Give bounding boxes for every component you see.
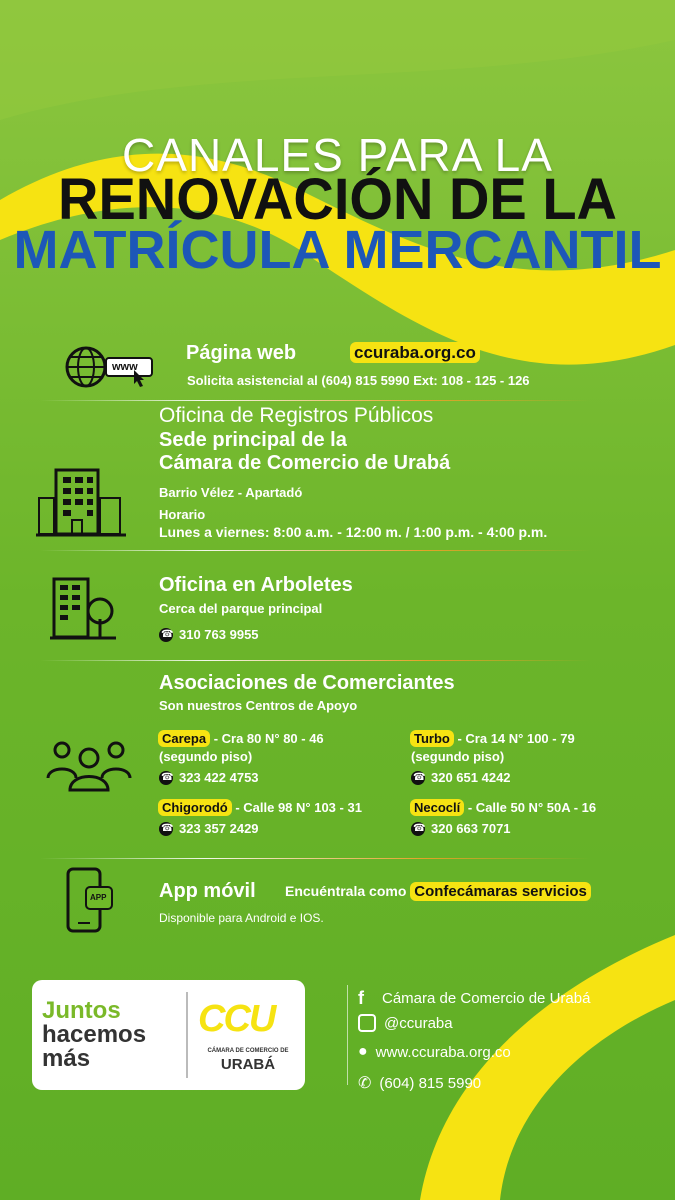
web-note: Solicita asistencial al (604) 815 5990 Ext: 108 - 125 - 126 (187, 373, 530, 388)
divider (40, 858, 590, 859)
people-group-icon (46, 738, 132, 792)
phone-icon (159, 822, 173, 836)
app-find-text: Encuéntrala como (285, 883, 407, 899)
office-line-3: Cámara de Comercio de Urabá (159, 452, 451, 474)
web-url[interactable] (350, 343, 480, 363)
logo-caption: CÁMARA DE COMERCIO DE (207, 1048, 289, 1054)
title-line-2: RENOVACIÓN DE LA (58, 165, 617, 232)
association-extra: (segundo piso) (159, 749, 253, 764)
association-carepa (158, 731, 324, 746)
associations-heading: Asociaciones de Comerciantes (159, 672, 455, 694)
phone-number[interactable]: 320 651 4242 (431, 770, 511, 785)
associations-subheading: Son nuestros Centros de Apoyo (159, 698, 358, 713)
instagram-text[interactable]: @ccuraba (384, 1014, 453, 1032)
phone-text[interactable]: (604) 815 5990 (379, 1074, 482, 1092)
arboletes-location: Cerca del parque principal (159, 601, 323, 616)
phone-number[interactable]: 323 357 2429 (179, 821, 259, 836)
facebook-icon: f (358, 988, 364, 1008)
facebook-link[interactable] (358, 988, 590, 1009)
office-line-2: Sede principal de la (159, 429, 347, 451)
phone-icon (411, 822, 425, 836)
association-necocli (410, 800, 596, 815)
web-heading: Página web (186, 342, 297, 364)
town-label: Turbo (410, 730, 454, 747)
phone-link[interactable] (358, 1073, 481, 1093)
divider (40, 550, 590, 551)
website-link[interactable] (358, 1043, 511, 1061)
title-line-3: MATRÍCULA MERCANTIL (13, 220, 662, 280)
office-hours-label: Horario (159, 507, 206, 522)
association-chigorodo (158, 800, 362, 815)
phone-icon: ✆ (358, 1075, 372, 1092)
ccu-logo (198, 998, 274, 1041)
town-label: Carepa (158, 730, 210, 747)
association-phone[interactable] (159, 821, 259, 836)
phone-icon (159, 628, 173, 642)
slogan-line-2: hacemos (42, 1021, 147, 1048)
divider (186, 992, 188, 1078)
phone-number[interactable]: 320 663 7071 (431, 821, 511, 836)
globe-icon: ● (358, 1043, 368, 1060)
divider (40, 660, 590, 661)
association-address: - Calle 98 N° 103 - 31 (231, 800, 362, 815)
association-address: - Calle 50 N° 50A - 16 (464, 800, 597, 815)
phone-icon (159, 771, 173, 785)
facebook-text[interactable]: Cámara de Comercio de Urabá (382, 990, 591, 1007)
website-text[interactable]: www.ccuraba.org.co (375, 1043, 511, 1061)
instagram-icon (358, 1014, 376, 1032)
divider (347, 985, 348, 1085)
web-url-text[interactable]: ccuraba.org.co (350, 342, 480, 363)
town-label: Necoclí (410, 799, 464, 816)
phone-icon (411, 771, 425, 785)
instagram-link[interactable] (358, 1014, 453, 1032)
arboletes-phone-number[interactable]: 310 763 9955 (179, 627, 259, 642)
app-heading: App móvil (159, 880, 256, 902)
arboletes-phone[interactable] (159, 627, 259, 642)
app-name[interactable]: Confecámaras servicios (410, 882, 591, 901)
building-icon (36, 468, 126, 538)
association-turbo (410, 731, 575, 746)
arboletes-heading: Oficina en Arboletes (159, 574, 353, 596)
association-address: - Cra 14 N° 100 - 79 (453, 731, 575, 746)
slogan-line-1: Juntos (42, 997, 121, 1024)
logo-region: URABÁ (220, 1056, 276, 1073)
www-label: www (112, 361, 138, 373)
phone-number[interactable]: 323 422 4753 (179, 770, 259, 785)
app-find (285, 883, 591, 900)
divider (40, 400, 590, 401)
association-phone[interactable] (159, 770, 259, 785)
association-extra: (segundo piso) (411, 749, 505, 764)
app-icon-label: APP (90, 893, 107, 902)
office-hours: Lunes a viernes: 8:00 a.m. - 12:00 m. / 1:00 p.m. - 4:00 p.m. (159, 524, 548, 540)
app-availability: Disponible para Android e IOS. (159, 911, 324, 925)
globe-www-icon (64, 344, 156, 390)
phone-app-icon (64, 867, 114, 933)
office-line-1: Oficina de Registros Públicos (159, 404, 434, 427)
association-address: - Cra 80 N° 80 - 46 (210, 731, 324, 746)
association-phone[interactable] (411, 770, 511, 785)
slogan-line-3: más (42, 1045, 91, 1072)
logo-card (32, 980, 305, 1090)
office-tree-icon (50, 575, 116, 641)
logo-letters: CCU (198, 998, 275, 1040)
town-label: Chigorodó (158, 799, 232, 816)
title-line-1: CANALES PARA LA (122, 129, 553, 181)
office-address: Barrio Vélez - Apartadó (159, 485, 303, 500)
association-phone[interactable] (411, 821, 511, 836)
